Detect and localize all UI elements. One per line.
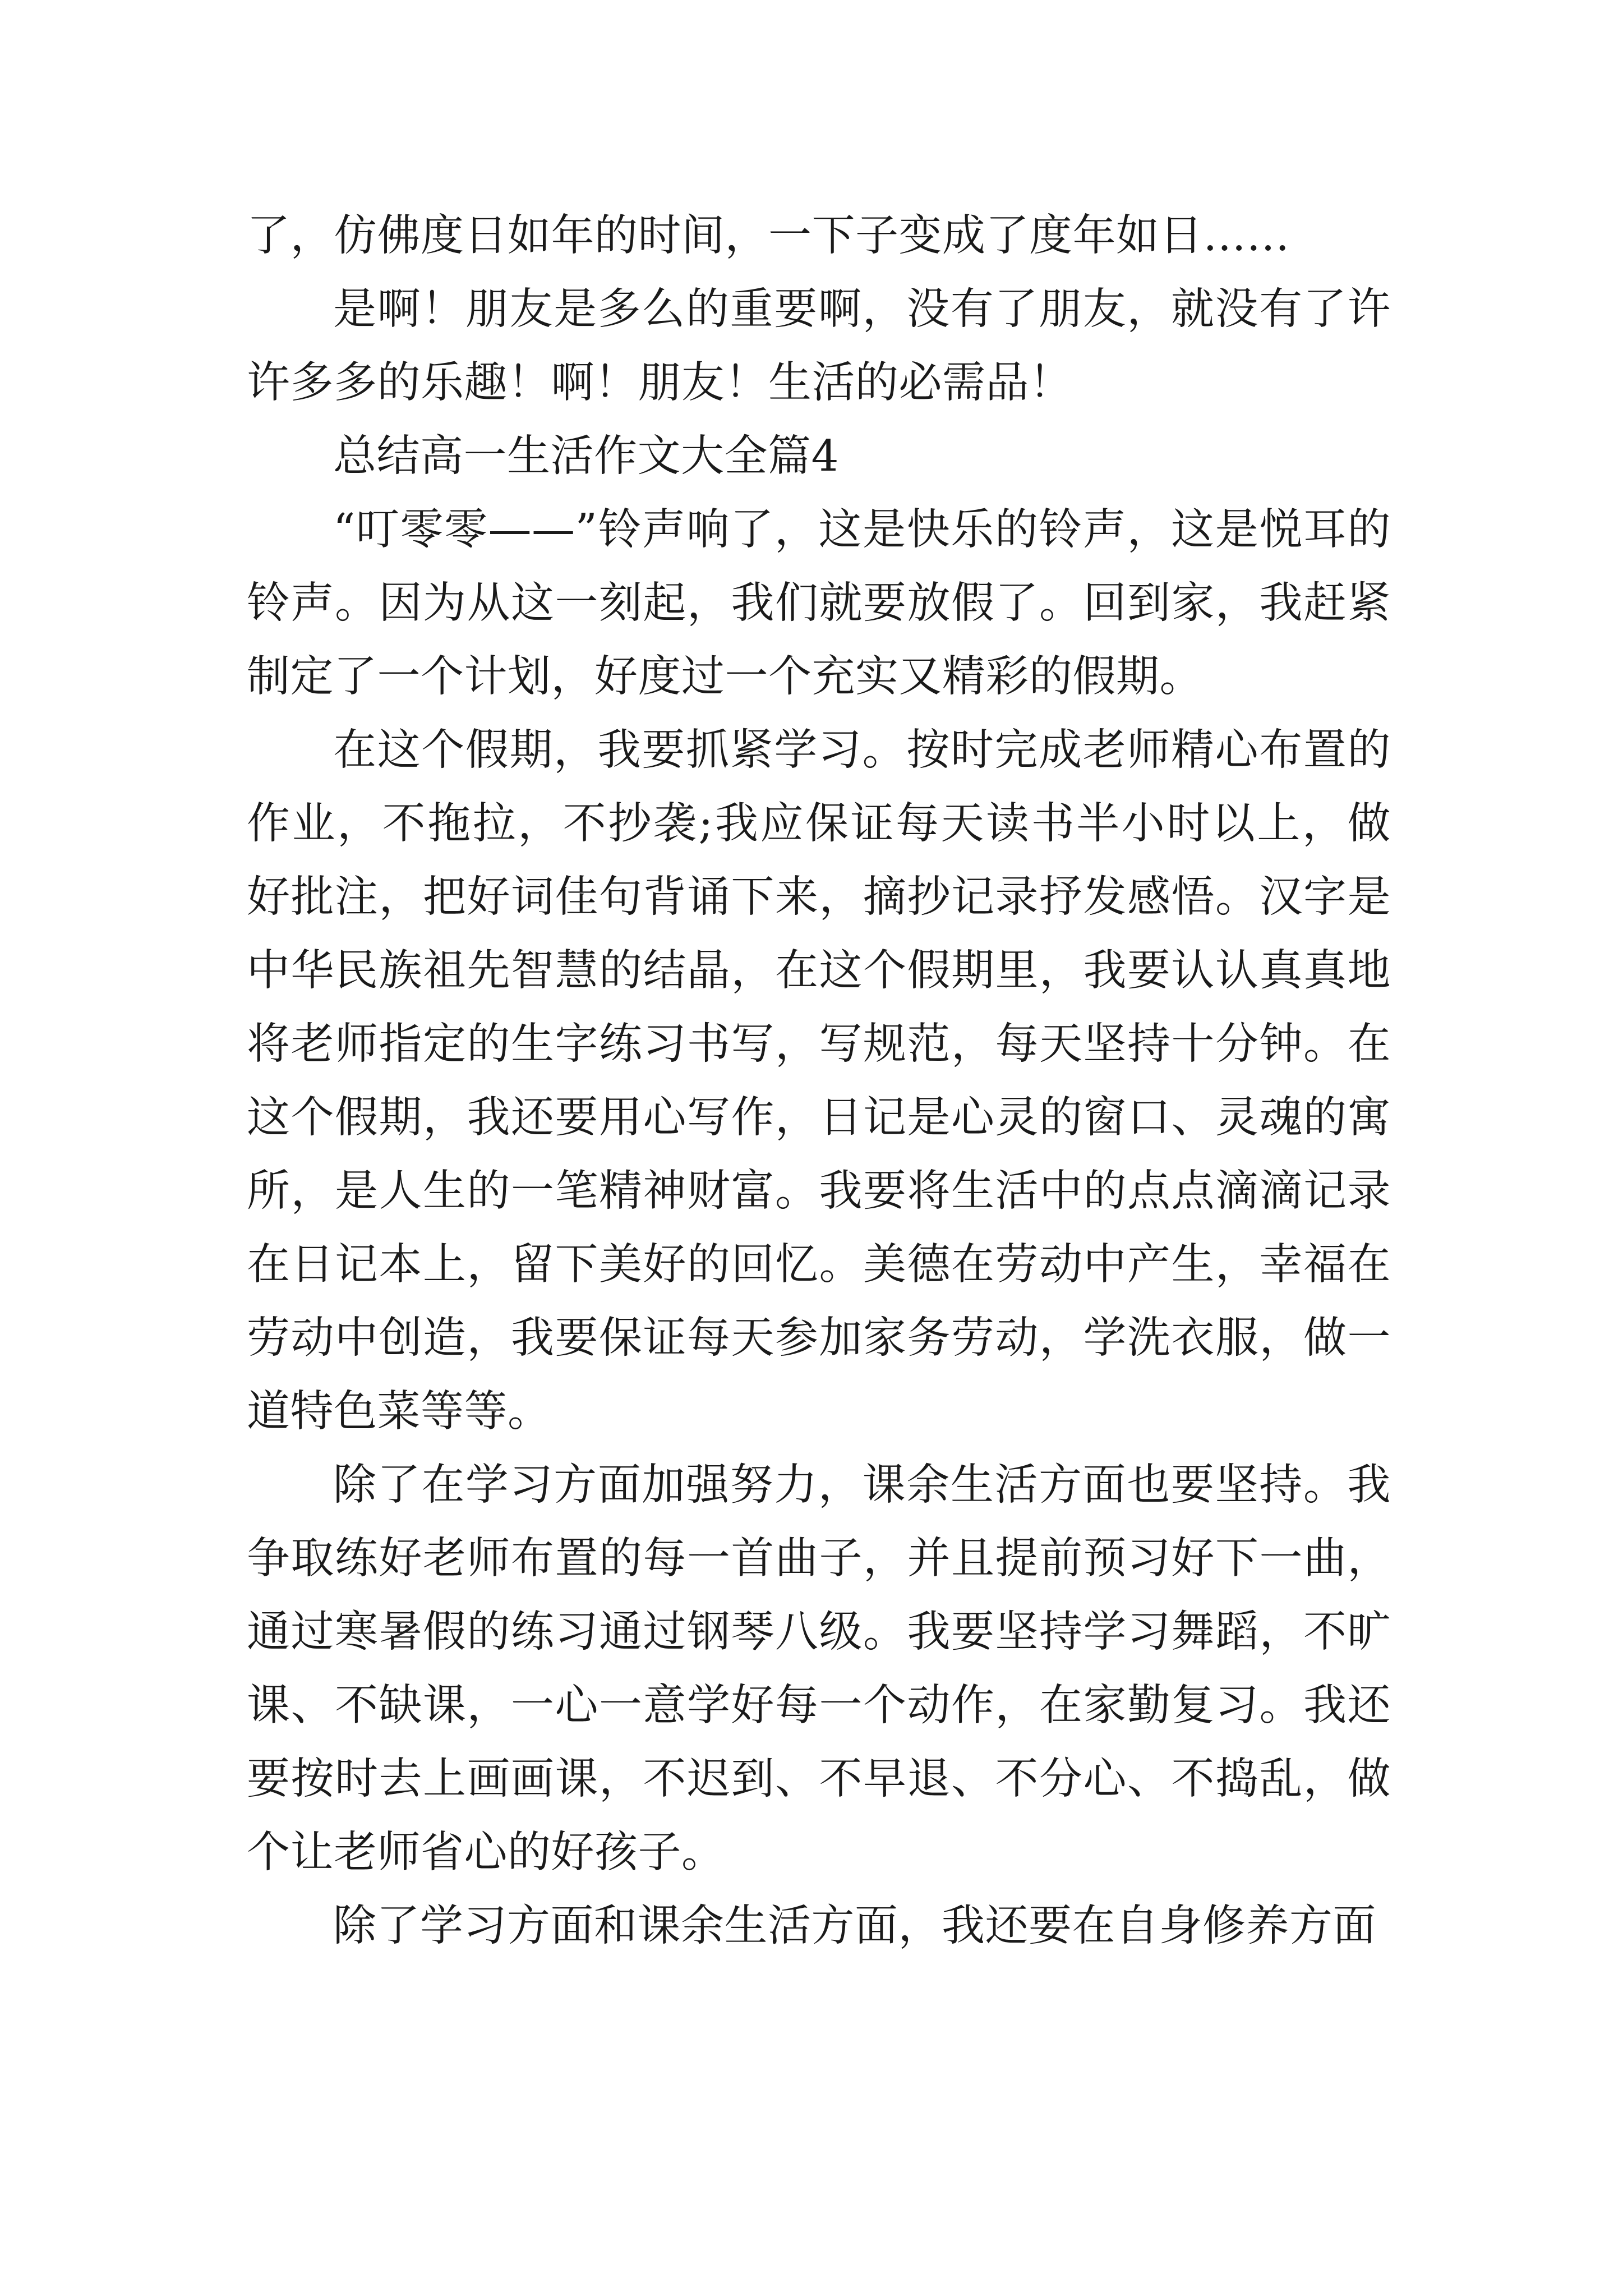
- section-heading: 总结高一生活作文大全篇4: [333, 431, 839, 481]
- paragraph-study-plan: 在这个假期，我要抓紧学习。按时完成老师精心布置的作业，不拖拉，不抄袭;我应保证每天读书半小时以上，做好批注，把好词佳句背诵下来，摘抄记录抒发感悟。汉字是中华民族祖先智慧的结晶，在这个假期里，我要认认真真地将老师指定的生字练习书写，写规范，每天坚持十分钟。在这个假期，我还要用心写作，日记是心灵的窗口、灵魂的寓所，是人生的一笔精神财富。我要将生活中的点点滴滴记录在日记本上，留下美好的回忆。美德在劳动中产生，幸福在劳动中创造，我要保证每天参加家务劳动，学洗衣服，做一道特色菜等等。: [247, 725, 1391, 1437]
- document-body: [247, 199, 1391, 1963]
- paragraph-friends: 是啊！朋友是多么的重要啊，没有了朋友，就没有了许许多多的乐趣！啊！朋友！生活的必需品！: [247, 284, 1391, 408]
- paragraph-continuation: 了，仿佛度日如年的时间，一下子变成了度年如日……: [247, 211, 1290, 261]
- paragraph-self-cultivation: 除了学习方面和课余生活方面，我还要在自身修养方面: [333, 1901, 1376, 1951]
- paragraph-extracurricular: 除了在学习方面加强努力，课余生活方面也要坚持。我争取练好老师布置的每一首曲子，并且提前预习好下一曲，通过寒暑假的练习通过钢琴八级。我要坚持学习舞蹈，不旷课、不缺课，一心一意学好每一个动作，在家勤复习。我还要按时去上画画课，不迟到、不早退、不分心、不捣乱，做个让老师省心的好孩子。: [247, 1460, 1391, 1878]
- paragraph-bell: “叮零零——”铃声响了，这是快乐的铃声，这是悦耳的铃声。因为从这一刻起，我们就要放假了。回到家，我赶紧制定了一个计划，好度过一个充实又精彩的假期。: [247, 505, 1391, 702]
